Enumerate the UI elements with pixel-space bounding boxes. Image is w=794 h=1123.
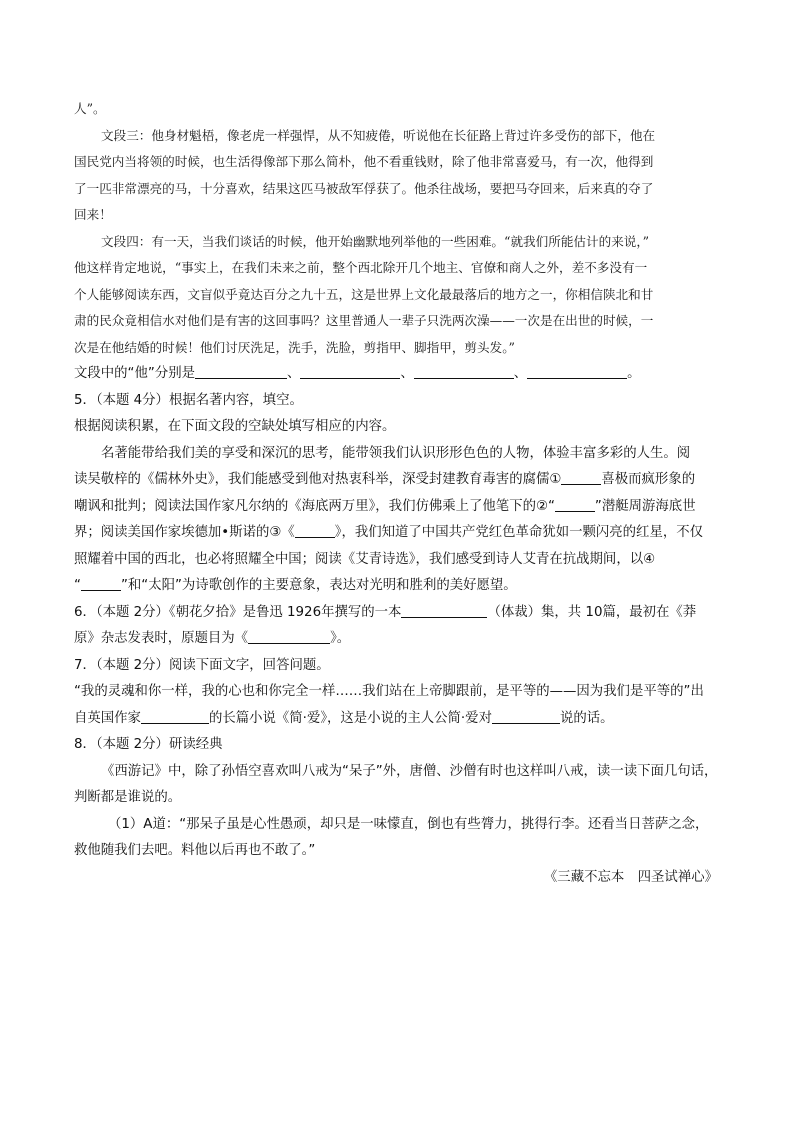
passage-4-line: 肃的民众竟相信水对他们是有害的这回事吗？这里普通人一辈子只洗两次澡——一次是在出世的时候，一	[74, 313, 654, 328]
question-6-line: 6．（本题 2分）《朝花夕拾》是鲁迅 1926年撰写的一本 （体裁）集，共 10篇，最初在《莽	[74, 604, 697, 620]
question-5-line: 读吴敬梓的《儒林外史》，我们能感受到他对热衷科举，深受封建教育毒害的腐儒① 喜极而疯形象的	[74, 472, 696, 487]
question-5-line: “ ”和“太阳”为诗歌创作的主要意象，表达对光明和胜利的美好愿望。	[74, 578, 517, 593]
passage-4-line: 他这样肯定地说，“事实上，在我们未来之前，整个西北除开几个地主、官僚和商人之外，差不多没有一	[74, 260, 648, 275]
passage-4-line: 次是在他结婚的时候！他们讨厌洗足，洗手，洗脸，剪指甲、脚指甲，剪头发。”	[74, 339, 515, 355]
answer-blank-q6-1[interactable]	[401, 603, 487, 618]
answer-blank-q5-1[interactable]	[561, 470, 601, 485]
answer-blank-1[interactable]	[195, 364, 287, 379]
passage-4-line: 个人能够阅读东西，文盲似乎竟达百分之九十五，这是世界上文化最最落后的地方之一，你相信陕北和甘	[74, 286, 654, 302]
question-5-line: 界；阅读美国作家埃德加•斯诺的③《 》，我们知道了中国共产党红色革命犹如一颗闪亮的红星，不仅	[74, 525, 704, 540]
question-5-line: 嘲讽和批判；阅读法国作家凡尔纳的《海底两万里》，我们仿佛乘上了他笔下的②“ ”潜艇周游海底世	[74, 498, 696, 514]
separator: 、	[400, 366, 414, 381]
question-6-line: 原》杂志发表时，原题目为《 》。	[74, 631, 351, 646]
question-6	[74, 600, 724, 653]
question-8	[74, 732, 724, 891]
question-8-line: 《西游记》中，除了孙悟空喜欢叫八戒为“呆子”外，唐僧、沙僧有时也这样叫八戒，读一读下面几句话，	[101, 763, 718, 779]
question-5	[74, 388, 724, 600]
question-7	[74, 653, 724, 733]
passage-3-line: 国民党内当将领的时候，也生活得像部下那么简朴，他不看重钱财，除了他非常喜爱马，有一次，他得到	[74, 154, 654, 169]
question-5-intro: 根据阅读积累，在下面文段的空缺处填写相应的内容。	[74, 419, 396, 434]
question-7-head: 7．（本题 2分）阅读下面文字，回答问题。	[74, 657, 330, 673]
answer-blank-q7-2[interactable]	[492, 709, 560, 724]
passage-3-line: 文段三：他身材魁梧，像老虎一样强悍，从不知疲倦，听说他在长征路上背过许多受伤的部下，他在	[101, 127, 656, 143]
answer-blank-q5-4[interactable]	[81, 576, 121, 591]
question-8-line: 判断都是谁说的。	[74, 790, 182, 805]
separator: 、	[513, 366, 528, 381]
passage-3	[74, 123, 724, 229]
question-5-head: 5．（本题 4分）根据名著内容，填空。	[74, 392, 303, 408]
answer-blank-q5-3[interactable]	[295, 523, 335, 538]
passage-3-line: 了一匹非常漂亮的马，十分喜欢，结果这匹马被敌军俘获了。他杀往战场，要把马夺回来，后来真的夺了	[74, 180, 654, 196]
answer-blank-q7-1[interactable]	[141, 709, 209, 724]
passage-3-line: 回来！	[74, 207, 112, 222]
passage-tail: 人”。	[74, 101, 106, 116]
answer-blank-4[interactable]	[527, 364, 627, 379]
fill-he-line	[74, 361, 724, 388]
question-7-line: 自英国作家 的长篇小说《简·爱》，这是小说的主人公简·爱对 说的话。	[74, 710, 614, 726]
question-7-line: “我的灵魂和你一样，我的心也和你完全一样……我们站在上帝脚跟前，是平等的——因为我们是平等的”出	[74, 684, 704, 699]
passage-4	[74, 229, 724, 362]
exam-page	[74, 96, 724, 891]
answer-blank-q6-2[interactable]	[248, 629, 330, 644]
fill-he-prefix: 文段中的“他”分别是	[74, 366, 195, 381]
source-citation: 《三藏不忘本 四圣试禅心》	[543, 869, 718, 885]
answer-blank-q5-2[interactable]	[555, 497, 595, 512]
passage-4-line: 文段四：有一天，当我们谈话的时候，他开始幽默地列举他的一些困难。“就我们所能估计的来说，”	[101, 233, 650, 249]
period: 。	[627, 366, 641, 381]
question-5-line: 照耀着中国的西北，也必将照耀全中国；阅读《艾青诗选》，我们感受到诗人艾青在抗战期间，以④	[74, 551, 656, 567]
question-8-sub-1: （1）A道：“那呆子虽是心性愚顽，却只是一味懞直，倒也有些膂力，挑得行李。还看当日菩萨之念，	[108, 816, 709, 832]
question-8-head: 8．（本题 2分）研读经典	[74, 737, 223, 752]
answer-blank-2[interactable]	[300, 364, 400, 379]
separator: 、	[287, 366, 301, 381]
question-8-sub-1-cont: 救他随我们去吧。料他以后再也不敢了。”	[74, 843, 316, 858]
question-5-line: 名著能带给我们美的享受和深沉的思考，能带领我们认识形形色色的人物，体验丰富多彩的人生。阅	[101, 445, 691, 461]
answer-blank-3[interactable]	[414, 364, 514, 379]
